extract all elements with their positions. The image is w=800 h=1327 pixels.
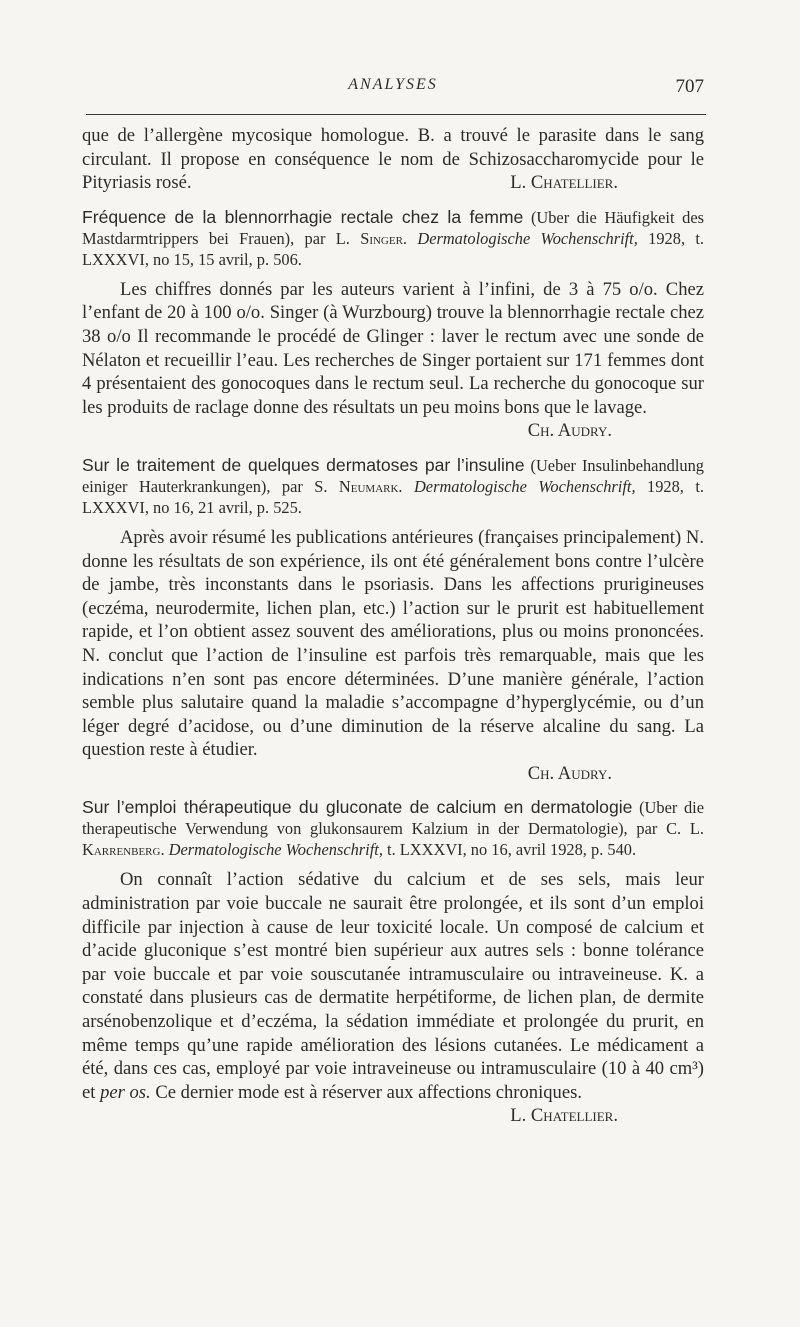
- article-2: [82, 455, 704, 786]
- article-2-body: Après avoir résumé les publications antérieures (françaises principalement) N. donne les résultats de son expérience, ils ont été généralement bons contre l’ulcère de jambe, très inconstants dans le psoriasis. Dans les affections prurigineuses (eczéma, neurodermite, lichen plan, etc.) l’action sur le prurit est habituellement rapide, et l’on obtient assez souvent des améliorations, plus ou moins prononcées. N. conclut que l’action de l’insuline est parfois très remarquable, mais que les indications n’en sont pas encore déterminées. D’une manière générale, l’action semble plus salutaire quand la maladie s’accompagne d’hyperglycémie, ou d’un léger degré d’acidose, ou d’une diminution de la réserve alcaline du sang. La question reste à étudier.: [82, 526, 704, 761]
- article-3-title: Sur l’emploi thérapeutique du gluconate de calcium en dermatologie: [82, 797, 633, 818]
- article-1-body: Les chiffres donnés par les auteurs varient à l’infini, de 3 à 75 o/o. Chez l’enfant de 20 à 100 o/o. Singer (à Wurzbourg) trouve la blennorrhagie rectale chez 38 o/o Il recommande le procédé de Glinger : laver le rectum avec une sonde de Nélaton et recueillir l’eau. Les recherches de Singer portaient sur 171 femmes dont 4 présentaient des gonocoques dans le rectum seul. La recherche du gonocoque sur les produits de raclage donne des résultats un peu moins bons que le lavage.: [82, 278, 704, 418]
- article-1-signature: Ch. Audry.: [527, 420, 612, 442]
- article-2-journal: Dermatologische Wochenschrift,: [413, 476, 636, 496]
- article-2-heading: [82, 455, 704, 518]
- article-3-body: On connaît l’action sédative du calcium et de ses sels, mais leur administration par voie buccale ne saurait être prolongée, et ils sont d’un emploi difficile par injection à cause de leur toxicité locale. Un composé de calcium et d’acide gluconique s’est montré bien supérieur aux autres sels : bonne tolérance par voie buccale et par voie souscutanée intramusculaire ou intraveineuse. K. a constaté dans plusieurs cas de dermatite herpétiforme, de lichen plan, de dermite arsénobenzolique et d’eczéma, la sédation immédiate et prolongée du prurit, en même temps qu’une rapide amélioration des lésions cutanées. Le médicament a été, dans ces cas, employé par voie intraveineuse ou intramusculaire (10 à 40 cm³) et per os. Ce dernier mode est à réserver aux affections chroniques. L. Chatellier.: [82, 869, 704, 1127]
- article-2-ref-original: (Ueber Insulinbehandlung einiger Hauterkrankungen), par: [82, 455, 704, 496]
- article-3-body-italic: per os.: [100, 1081, 151, 1103]
- page-number: 707: [675, 76, 704, 97]
- article-3-ref-original: (Uber die therapeutische Verwendung von glukonsaurem Kalzium in der Dermatologie), par: [82, 798, 704, 839]
- article-2-signature: Ch. Audry.: [527, 762, 612, 784]
- article-2-author: S. Neumark.: [314, 476, 403, 496]
- page-header: [82, 72, 704, 100]
- running-head: ANALYSES: [348, 76, 438, 93]
- article-1-ref-tail: 1928, t. LXXXVI, no 15, 15 avril, p. 506.: [82, 228, 704, 269]
- article-3-ref-tail: t. LXXXVI, no 16, avril 1928, p. 540.: [387, 840, 637, 860]
- article-1: [82, 207, 704, 443]
- header-rule: [86, 114, 706, 115]
- page-body: [82, 124, 704, 1128]
- article-3-heading: [82, 797, 704, 860]
- article-2-ref-tail: 1928, t. LXXXVI, no 16, 21 avril, p. 525.: [82, 476, 704, 517]
- article-3-journal: Dermatologische Wochenschrift,: [168, 840, 383, 860]
- article-1-title: Fréquence de la blennorrhagie rectale chez la femme: [82, 206, 524, 227]
- article-3-author: C. L. Karrenberg.: [82, 819, 704, 860]
- article-2-title: Sur le traitement de quelques dermatoses par l’insuline: [82, 454, 525, 475]
- article-3: [82, 797, 704, 1127]
- article-1-heading: [82, 207, 704, 270]
- article-1-journal: Dermatologische Wochenschrift,: [417, 228, 638, 248]
- article-1-ref-original: (Uber die Häufigkeit des Mastdarmtrippers bei Frauen), par: [82, 207, 704, 248]
- intro-paragraph: que de l’allergène mycosique homologue. B. a trouvé le parasite dans le sang circulant. Il propose en conséquence le nom de Schizosaccharomycide pour le Pityriasis rosé. L. Chatellier.: [82, 125, 704, 194]
- intro-signature: L. Chatellier.: [510, 172, 618, 194]
- article-1-author: L. Singer.: [335, 228, 408, 248]
- article-3-signature: L. Chatellier.: [510, 1105, 618, 1127]
